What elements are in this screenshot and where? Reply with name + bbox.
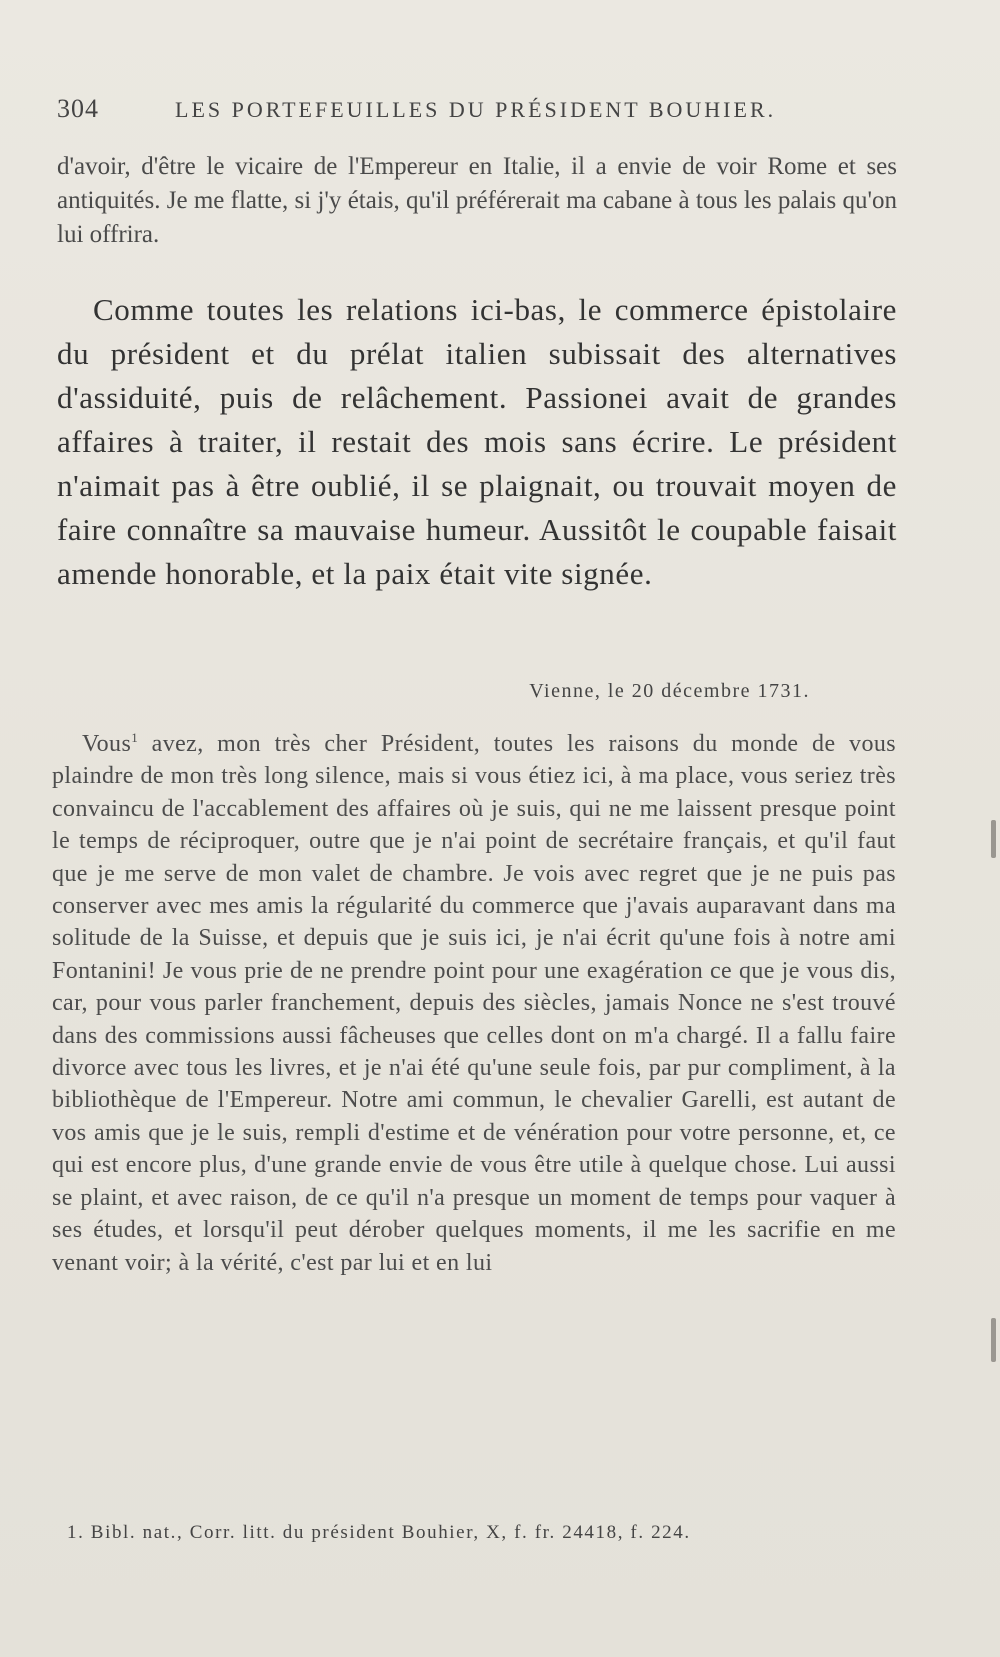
page-number: 304: [57, 94, 99, 123]
letter-dateline: Vienne, le 20 décembre 1731.: [529, 680, 810, 702]
scan-edge-mark: [991, 1318, 996, 1362]
scan-edge-mark: [991, 820, 996, 858]
footnote: 1. Bibl. nat., Corr. litt. du président Bouhier, X, f. fr. 24418, f. 224.: [67, 1522, 691, 1543]
page-header: [57, 94, 817, 134]
narrative-text: Comme toutes les relations ici-bas, le commerce épistolaire du président et du prélat italien subissait des alternatives d'assiduité, puis de relâchement. Passionei avait de grandes affaires à traiter, il restait des mois sans écrire. Le président n'aimait pas à être oublié, il se plaignait, ou trouvait moyen de faire connaître sa mauvaise humeur. Aussitôt le coupable faisait amende honorable, et la paix était vite signée.: [57, 292, 897, 591]
continuation-paragraph: d'avoir, d'être le vicaire de l'Empereur en Italie, il a envie de voir Rome et ses antiquités. Je me flatte, si j'y étais, qu'il préférerait ma cabane à tous les palais qu'on lui offrira.: [57, 153, 897, 248]
letter-opening-word: Vous: [82, 731, 132, 757]
running-head: LES PORTEFEUILLES DU PRÉSIDENT BOUHIER.: [175, 97, 777, 122]
narrative-paragraph: [57, 288, 897, 596]
footnote-reference: 1: [131, 730, 139, 745]
letter-body: [52, 728, 896, 1279]
letter-text: avez, mon très cher Président, toutes les raisons du monde de vous plaindre de mon très long silence, mais si vous étiez ici, à ma place, vous seriez très convaincu de l'accablement des affaires où je suis, qui ne me laissent presque point le temps de réciproquer, outre que je n'ai point de secrétaire français, et qu'il faut que je me serve de mon valet de chambre. Je vois avec regret que je ne puis pas conserver avec mes amis la régularité du commerce que j'avais auparavant dans ma solitude de la Suisse, et depuis que je suis ici, je n'ai écrit qu'une fois à notre ami Fontanini! Je vous prie de ne prendre point pour une exagération ce que je vous dis, car, pour vous parler franchement, depuis des siècles, jamais Nonce ne s'est trouvé dans des commissions aussi fâcheuses que celles dont on m'a chargé. Il a fallu faire divorce avec tous les livres, et je n'ai été qu'une seule fois, par pur compliment, à la bibliothèque de l'Empereur. Notre ami commun, le chevalier Garelli, est autant de vos amis que je le suis, rempli d'estime et de vénération pour votre personne, et, ce qui est encore plus, d'une grande envie de vous être utile à quelque chose. Lui aussi se plaint, et avec raison, de ce qu'il n'a presque un moment de temps pour vaquer à ses études, et lorsqu'il peut dérober quelques moments, il me les sacrifie en me venant voir; à la vérité, c'est par lui et en lui: [52, 731, 896, 1276]
